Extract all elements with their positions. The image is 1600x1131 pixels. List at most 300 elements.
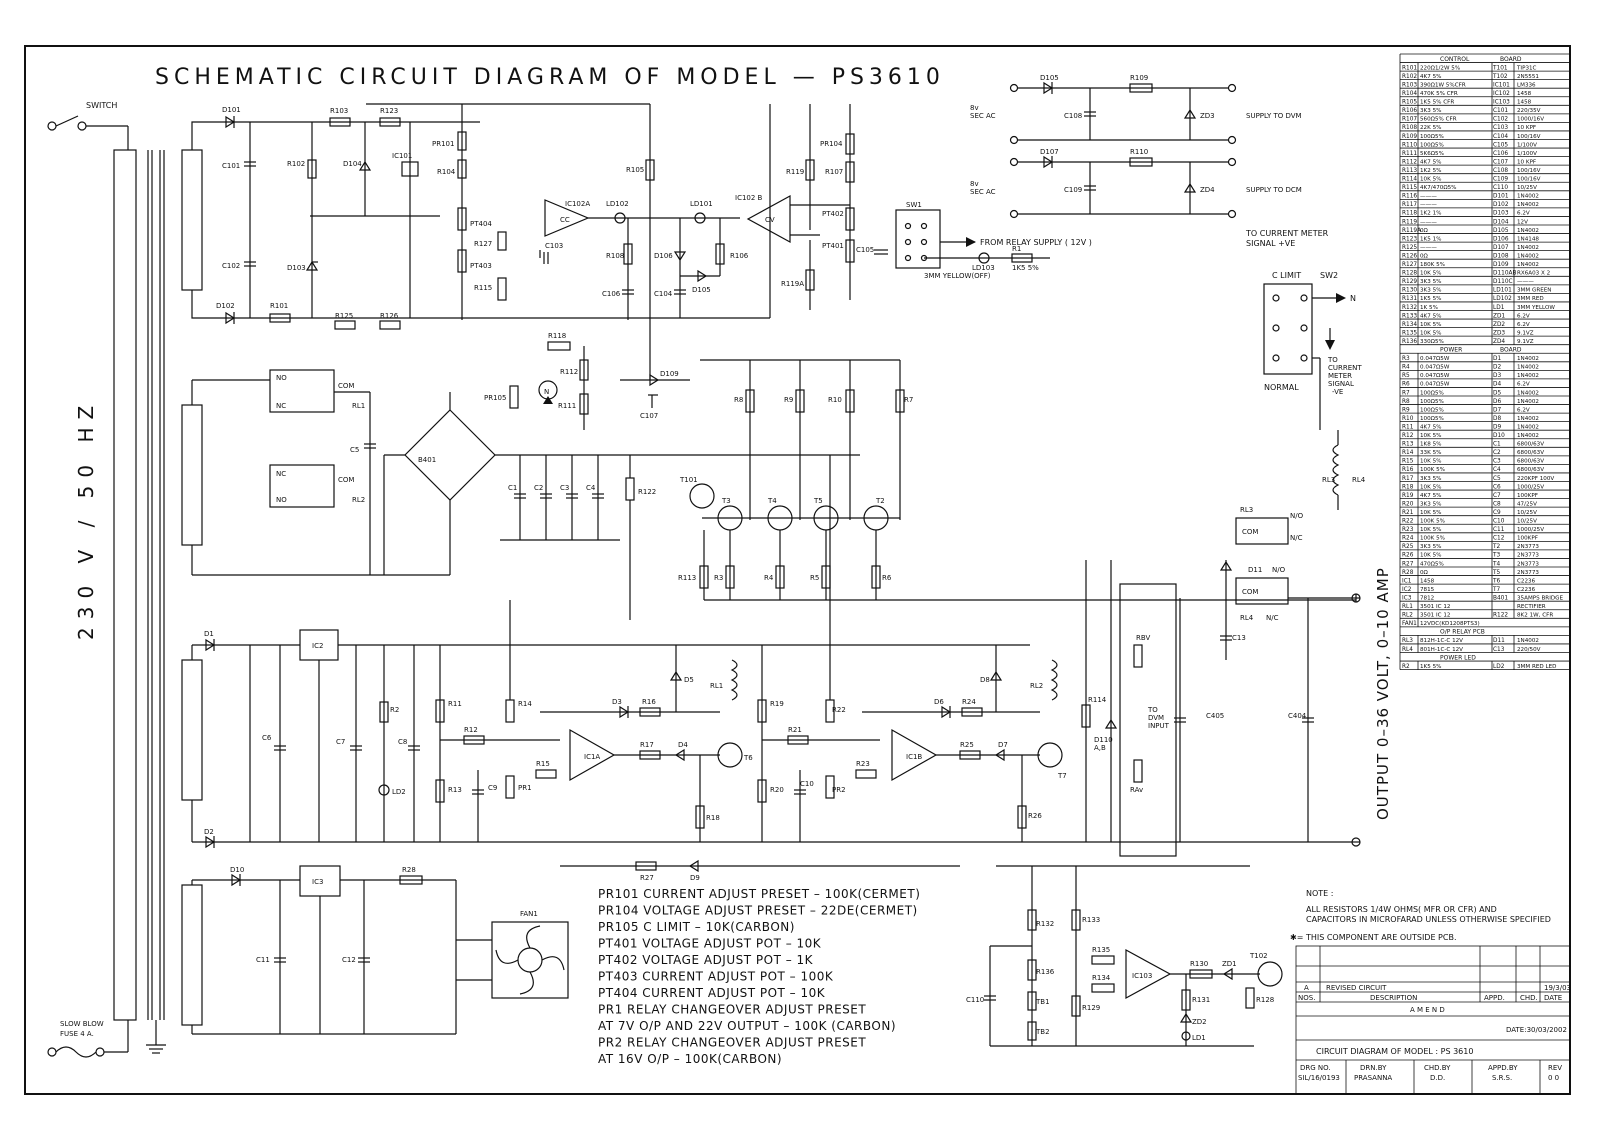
preset-line: PR1 RELAY CHANGEOVER ADJUST PRESET — [598, 1002, 867, 1017]
tb-drg-no: SIL/16/0193 — [1298, 1074, 1340, 1082]
bom-cell: 10K 5% — [1420, 458, 1442, 465]
label-c-limit: C LIMIT — [1272, 271, 1302, 280]
label-c3: C3 — [560, 484, 570, 492]
label-ld102: LD102 — [606, 200, 629, 208]
bom-cell: C101 — [1493, 108, 1509, 115]
bom-cell: T7 — [1493, 586, 1501, 593]
bom-cell: 6.2V — [1517, 210, 1530, 217]
bom-cell: R2 — [1402, 663, 1410, 670]
label-c13: C13 — [1232, 634, 1246, 642]
label-com1: COM — [1242, 528, 1259, 536]
bom-cell: D6 — [1493, 398, 1502, 405]
label-d105b: D105 — [692, 286, 711, 294]
label-d107: D107 — [1040, 148, 1059, 156]
bom-cell: C3 — [1493, 458, 1501, 465]
label-r128: R128 — [1256, 996, 1275, 1004]
bom-cell: R8 — [1402, 398, 1410, 405]
label-ld101: LD101 — [690, 200, 713, 208]
bom-cell: RL4 — [1402, 646, 1413, 653]
bom-cell: 0.047Ω5W — [1420, 373, 1450, 380]
bom-table — [1400, 54, 1570, 670]
bom-cell: 10K 5% — [1420, 330, 1442, 337]
label-r101: R101 — [270, 302, 289, 310]
bom-cell: 8K2 1W, CFR — [1517, 612, 1554, 619]
bom-cell: 6.2V — [1517, 313, 1530, 320]
label-sec-ac-2b: SEC AC — [970, 188, 996, 196]
bom-cell: C10 — [1493, 518, 1505, 525]
bom-cell: R104 — [1402, 91, 1418, 97]
bom-cell: R107 — [1402, 116, 1418, 123]
bom-cell: R116 — [1402, 193, 1418, 200]
bom-cell: 3MM RED LED — [1517, 663, 1557, 670]
bom-cell: 7812 — [1420, 595, 1435, 602]
bom-cell: 1N4002 — [1517, 398, 1539, 405]
bom-cell: 10K 5% — [1420, 552, 1442, 559]
bom-cell: D110AB — [1493, 270, 1517, 277]
label-pt404: PT404 — [470, 220, 492, 228]
bom-cell: 1K5 5% — [1420, 663, 1442, 670]
bom-cell: R26 — [1402, 552, 1414, 559]
label-d110: D110 — [1094, 736, 1113, 744]
label-r6: R6 — [882, 574, 892, 582]
label-ic3: IC3 — [312, 878, 324, 886]
bom-cell: C103 — [1493, 125, 1509, 132]
bom-cell: D3 — [1493, 373, 1502, 380]
bom-cell: 220/50V — [1517, 646, 1541, 653]
label-no2: N/O — [1272, 566, 1286, 574]
bom-cell: D108 — [1493, 253, 1509, 260]
tb-appd-by: S.R.S. — [1492, 1074, 1513, 1082]
bom-cell: C4 — [1493, 467, 1501, 474]
bom-cell: R3 — [1402, 356, 1410, 363]
bom-cell: R10 — [1402, 415, 1414, 422]
bom-cell: T6 — [1493, 578, 1501, 585]
label-t6: T6 — [744, 754, 753, 762]
bom-cell: R106 — [1402, 108, 1418, 115]
bom-cell: 1N4002 — [1517, 638, 1539, 645]
bom-cell: T101 — [1493, 65, 1508, 72]
label-ic102b: IC102 B — [735, 194, 763, 202]
label-r26: R26 — [1028, 812, 1042, 820]
label-r27: R27 — [640, 874, 654, 882]
bom-cell: 2N3773 — [1517, 561, 1539, 568]
label-r110: R110 — [1130, 148, 1149, 156]
bom-cell: T102 — [1493, 73, 1508, 80]
tb-h-nos: NOS. — [1298, 994, 1316, 1002]
bom-cell: 100K 5% — [1420, 535, 1445, 542]
bom-cell: R127 — [1402, 262, 1418, 268]
bom-cell: R136 — [1402, 338, 1418, 345]
label-zd3: ZD3 — [1200, 112, 1215, 120]
bom-cell: 1/100V — [1517, 150, 1537, 157]
label-r23: R23 — [856, 760, 870, 768]
label-r131: R131 — [1192, 996, 1211, 1004]
label-r119: R119 — [786, 168, 805, 176]
label-r10: R10 — [828, 396, 842, 404]
bom-cell: 1N4148 — [1517, 236, 1539, 243]
bom-cell: 4K7 5% — [1420, 159, 1442, 166]
label-r112: R112 — [560, 368, 579, 376]
bom-cell: R12 — [1402, 433, 1414, 439]
label-c108: C108 — [1064, 112, 1083, 120]
label-to-dvm-1: TO — [1148, 706, 1158, 714]
bom-cell: 9.1VZ — [1517, 330, 1534, 337]
label-r104: R104 — [437, 168, 456, 176]
label-no-b: NO — [276, 496, 287, 504]
bom-cell: R119A — [1402, 227, 1422, 234]
label-ic2: IC2 — [312, 642, 324, 650]
bom-cell: R9 — [1402, 407, 1410, 414]
bom-cell: 2N5551 — [1517, 73, 1539, 80]
bom-cell: C11 — [1493, 527, 1505, 534]
bom-cell: ZD3 — [1493, 330, 1506, 337]
bom-cell: 100K 5% — [1420, 518, 1445, 525]
bom-cell: RECTIFIER — [1517, 604, 1546, 610]
label-cv: CV — [765, 216, 775, 224]
label-ic1b: IC1B — [906, 753, 923, 761]
bom-cell: 7815 — [1420, 586, 1435, 593]
label-t2: T2 — [876, 497, 885, 505]
label-nc-a: NC — [276, 402, 287, 410]
bom-cell: 4K7 5% — [1420, 313, 1442, 320]
label-c103: C103 — [545, 242, 564, 250]
label-c104: C104 — [654, 290, 673, 298]
sw1 — [896, 201, 1092, 280]
label-zd1: ZD1 — [1222, 960, 1237, 968]
bom-cell: 0.047Ω5W — [1420, 356, 1450, 363]
label-t102: T102 — [1250, 952, 1268, 960]
bom-cell: ——— — [1420, 219, 1437, 226]
mains-switch — [48, 101, 128, 150]
bom-cell: ——— — [1420, 202, 1437, 209]
bom-cell: 1N4002 — [1517, 202, 1539, 209]
bom-cell: R18 — [1402, 484, 1414, 491]
label-r114: R114 — [1088, 696, 1107, 704]
label-r24: R24 — [962, 698, 976, 706]
bom-cell: LD1 — [1493, 304, 1505, 311]
tb-rev-date: 19/3/03 — [1544, 984, 1571, 992]
bom-cell: R129 — [1402, 279, 1418, 286]
bom-cell: BOARD — [1500, 346, 1522, 354]
label-com2: COM — [1242, 588, 1259, 596]
label-c5: C5 — [350, 446, 360, 454]
bom-cell: 6.2V — [1517, 381, 1530, 388]
label-c110: C110 — [966, 996, 985, 1004]
bom-cell: 330Ω5% — [1420, 338, 1444, 345]
meter-supply — [970, 74, 1302, 218]
label-to-current-neg-4: SIGNAL — [1328, 380, 1354, 388]
bom-cell: R108 — [1402, 125, 1418, 132]
bom-cell: 10K 5% — [1420, 321, 1442, 328]
label-c404: C404 — [1288, 712, 1307, 720]
bom-cell: 220/35V — [1517, 108, 1541, 115]
bom-cell: 1N4002 — [1517, 424, 1539, 431]
bom-cell: RL3 — [1402, 638, 1413, 645]
label-no-a: NO — [276, 374, 287, 382]
bom-cell: C1 — [1493, 441, 1501, 448]
bom-cell: R4 — [1402, 364, 1410, 371]
bom-cell: R134 — [1402, 321, 1418, 328]
label-r136: R136 — [1036, 968, 1055, 976]
bom-cell: 1000/16V — [1517, 116, 1545, 123]
preset-line: PT403 CURRENT ADJUST POT – 100K — [598, 969, 834, 984]
bom-cell: 10/25V — [1517, 509, 1537, 516]
bom-cell: ZD2 — [1493, 321, 1506, 328]
bom-cell: 9.1VZ — [1517, 338, 1534, 345]
bom-cell: R117 — [1402, 202, 1418, 209]
neon-n-label: N — [544, 388, 550, 396]
bom-cell: POWER — [1440, 346, 1463, 354]
label-to-current-neg-5: -VE — [1332, 388, 1344, 396]
label-fan1: FAN1 — [520, 910, 538, 918]
dvm-input — [1082, 560, 1176, 856]
label-to-current-neg-2: CURRENT — [1328, 364, 1362, 372]
bom-cell: C6 — [1493, 484, 1501, 491]
label-sec-ac-2a: 8v — [970, 180, 979, 188]
label-cc: CC — [560, 216, 570, 224]
label-r5: R5 — [810, 574, 820, 582]
label-rl1: RL1 — [352, 402, 366, 410]
bom-cell: 100Ω5% — [1420, 407, 1444, 414]
bom-cell: R130 — [1402, 287, 1418, 294]
bom-cell: D106 — [1493, 236, 1509, 243]
label-normal: NORMAL — [1264, 383, 1299, 392]
label-sec-ac-1a: 8v — [970, 104, 979, 112]
bom-cell: T3 — [1493, 552, 1501, 559]
switch-label: SWITCH — [86, 101, 118, 110]
bom-cell: 3K3 5% — [1420, 279, 1442, 286]
label-tb2: TB2 — [1036, 1028, 1050, 1036]
bom-cell: R114 — [1402, 176, 1418, 183]
label-c12: C12 — [342, 956, 356, 964]
label-d6: D6 — [934, 698, 944, 706]
label-r9: R9 — [784, 396, 794, 404]
label-d109: D109 — [660, 370, 679, 378]
label-nc-b: NC — [276, 470, 287, 478]
label-r130: R130 — [1190, 960, 1209, 968]
label-ic102a: IC102A — [565, 200, 591, 208]
bom-cell: R135 — [1402, 330, 1418, 337]
label-r127: R127 — [474, 240, 493, 248]
bom-cell: R123 — [1402, 236, 1418, 243]
label-c1: C1 — [508, 484, 518, 492]
label-r102: R102 — [287, 160, 306, 168]
bom-cell: 0Ω — [1420, 227, 1428, 234]
label-c106: C106 — [602, 290, 621, 298]
bom-cell: C2236 — [1517, 586, 1536, 593]
bom-cell: C106 — [1493, 150, 1509, 157]
bom-cell: 1K2 1% — [1420, 210, 1442, 217]
bom-cell: 2N3773 — [1517, 552, 1539, 559]
control-opamps — [366, 104, 888, 380]
bom-cell: IC103 — [1493, 99, 1510, 106]
preset-line: PT402 VOLTAGE ADJUST POT – 1K — [598, 953, 814, 967]
bom-cell: 1N4002 — [1517, 193, 1539, 200]
label-c107: C107 — [640, 412, 659, 420]
bom-cell: 10/25V — [1517, 185, 1537, 192]
label-d110b: A,B — [1094, 744, 1106, 752]
bom-cell: 100Ω5% — [1420, 390, 1444, 397]
bom-cell: 100Ω5% — [1420, 398, 1444, 405]
bom-cell: D110C — [1493, 279, 1513, 286]
bom-cell: C12 — [1493, 535, 1505, 542]
note-line2: CAPACITORS IN MICROFARAD UNLESS OTHERWISE SPECIFIED — [1306, 915, 1551, 924]
bom-cell: R125 — [1402, 244, 1418, 251]
bom-cell: 10/25V — [1517, 518, 1537, 525]
bom-cell: 4K7 5% — [1420, 492, 1442, 499]
bom-cell: TIP31C — [1517, 65, 1537, 72]
bom-cell: 3K3 5% — [1420, 287, 1442, 294]
label-r7: R7 — [904, 396, 914, 404]
bom-cell: 470K 5% CFR — [1420, 91, 1458, 97]
tb-appd-by-h: APPD.BY — [1488, 1064, 1518, 1072]
bom-cell: 1K5 5% CFR — [1420, 99, 1455, 106]
bom-cell: R102 — [1402, 73, 1418, 80]
bom-cell: C9 — [1493, 509, 1501, 516]
bom-cell: RL1 — [1402, 604, 1413, 610]
label-r109: R109 — [1130, 74, 1149, 82]
power-section — [192, 332, 1356, 620]
label-d103: D103 — [287, 264, 306, 272]
label-to-current-neg-3: METER — [1328, 372, 1353, 380]
bom-cell: 1N4002 — [1517, 253, 1539, 260]
label-sw1: SW1 — [906, 201, 922, 209]
fan-supply — [192, 866, 568, 1034]
bom-cell: R21 — [1402, 509, 1414, 516]
bom-cell: R110 — [1402, 142, 1418, 149]
bom-cell: ZD1 — [1493, 313, 1506, 320]
bom-cell: 1K8 5% — [1420, 441, 1442, 448]
label-nc1: N/C — [1290, 534, 1303, 542]
bom-cell: R20 — [1402, 501, 1414, 508]
label-r133: R133 — [1082, 916, 1101, 924]
bom-cell: D1 — [1493, 356, 1502, 363]
label-r19: R19 — [770, 700, 784, 708]
label-t101: T101 — [680, 476, 698, 484]
label-r111: R111 — [558, 402, 577, 410]
bom-cell: R16 — [1402, 467, 1414, 474]
label-to-dvm-3: INPUT — [1148, 722, 1169, 730]
tb-drn-by-h: DRN.BY — [1360, 1064, 1387, 1072]
bom-cell: D7 — [1493, 407, 1502, 414]
bom-cell: BOARD — [1500, 55, 1522, 63]
label-r134: R134 — [1092, 974, 1111, 982]
bom-cell: 10K 5% — [1420, 433, 1442, 439]
label-d4: D4 — [678, 741, 688, 749]
label-rl2c: RL2 — [1030, 682, 1044, 690]
sw2 — [1245, 229, 1362, 430]
preset-line: AT 7V O/P AND 22V OUTPUT – 100K (CARBON) — [598, 1019, 897, 1033]
tb-rev-h: REV — [1548, 1064, 1563, 1072]
bom-cell: 47/25V — [1517, 501, 1537, 508]
bom-cell: 100/16V — [1517, 133, 1541, 140]
bom-cell: RL2 — [1402, 612, 1413, 619]
bom-cell: R14 — [1402, 450, 1414, 457]
label-t7: T7 — [1058, 772, 1067, 780]
label-zd4: ZD4 — [1200, 186, 1215, 194]
fuse — [48, 1020, 128, 1057]
bom-cell: R112 — [1402, 159, 1418, 166]
mains-label: 230 V / 50 HZ — [74, 397, 98, 640]
bom-cell: 1N4002 — [1517, 433, 1539, 439]
tb-h-date: DATE — [1544, 994, 1563, 1002]
bom-cell: 1K5 1% — [1420, 236, 1442, 243]
label-c11: C11 — [256, 956, 270, 964]
bom-cell: R13 — [1402, 441, 1414, 448]
label-r107: R107 — [825, 168, 844, 176]
bom-cell: C104 — [1493, 133, 1509, 140]
bom-cell: 12V — [1517, 219, 1528, 226]
label-r123: R123 — [380, 107, 399, 115]
label-r118: R118 — [548, 332, 567, 340]
bom-cell: R25 — [1402, 544, 1414, 551]
preset-line: PT401 VOLTAGE ADJUST POT – 10K — [598, 936, 822, 951]
bom-cell: 10K 5% — [1420, 270, 1442, 277]
label-zd2: ZD2 — [1192, 1018, 1207, 1026]
bom-cell: R7 — [1402, 390, 1410, 397]
label-r8: R8 — [734, 396, 744, 404]
bom-cell: 1458 — [1517, 91, 1532, 97]
bom-cell: 100Ω5% — [1420, 142, 1444, 149]
label-d9: D9 — [690, 874, 700, 882]
label-r115: R115 — [474, 284, 493, 292]
bom-cell: C13 — [1493, 646, 1505, 653]
bom-cell: R105 — [1402, 99, 1418, 106]
bom-cell: C2 — [1493, 450, 1501, 457]
bom-cell: IC3 — [1402, 595, 1412, 602]
bom-cell: 220KPF 100V — [1517, 475, 1555, 482]
note-star: ✱= THIS COMPONENT ARE OUTSIDE PCB. — [1290, 933, 1457, 942]
bom-cell: 1N4002 — [1517, 364, 1539, 371]
bom-cell: 1000/25V — [1517, 527, 1545, 534]
preset-line: AT 16V O/P – 100K(CARBON) — [598, 1052, 783, 1066]
label-ld1: LD1 — [1192, 1034, 1206, 1042]
bom-cell: 390Ω1W 5%CFR — [1420, 82, 1466, 89]
label-r122: R122 — [638, 488, 657, 496]
label-pr105: PR105 — [484, 394, 507, 402]
relay-driver — [192, 455, 1067, 882]
bom-cell: 6.2V — [1517, 407, 1530, 414]
tb-rev-desc: REVISED CIRCUIT — [1326, 984, 1387, 992]
label-r14: R14 — [518, 700, 532, 708]
tb-h-chd: CHD. — [1520, 994, 1538, 1002]
bom-cell: R24 — [1402, 535, 1414, 542]
label-r129: R129 — [1082, 1004, 1101, 1012]
bom-cell: D109 — [1493, 262, 1509, 268]
tb-date: DATE:30/03/2002 — [1506, 1026, 1567, 1034]
bom-cell: 3K3 5% — [1420, 475, 1442, 482]
bom-cell: 220Ω1/2W 5% — [1420, 65, 1461, 72]
bom-cell: 1N4002 — [1517, 415, 1539, 422]
label-t5: T5 — [814, 497, 823, 505]
bom-cell: D105 — [1493, 227, 1509, 234]
bom-cell: C107 — [1493, 159, 1509, 166]
bom-cell: 2N3773 — [1517, 569, 1539, 576]
tb-circuit: CIRCUIT DIAGRAM OF MODEL : PS 3610 — [1316, 1047, 1474, 1056]
label-c101: C101 — [222, 162, 241, 170]
label-c9: C9 — [488, 784, 498, 792]
bom-cell: D10 — [1493, 433, 1505, 439]
bom-cell: 35AMPS BRIDGE — [1517, 595, 1564, 602]
bom-cell: 560Ω5% CFR — [1420, 116, 1457, 123]
bom-cell: R111 — [1402, 150, 1418, 157]
bom-cell: 1N4002 — [1517, 227, 1539, 234]
bom-cell: 12VDC(KD1208PTS3) — [1420, 621, 1480, 628]
label-r125: R125 — [335, 312, 354, 320]
label-c10: C10 — [800, 780, 814, 788]
bom-cell: 100KPF — [1517, 492, 1538, 499]
label-com-b: COM — [338, 476, 355, 484]
